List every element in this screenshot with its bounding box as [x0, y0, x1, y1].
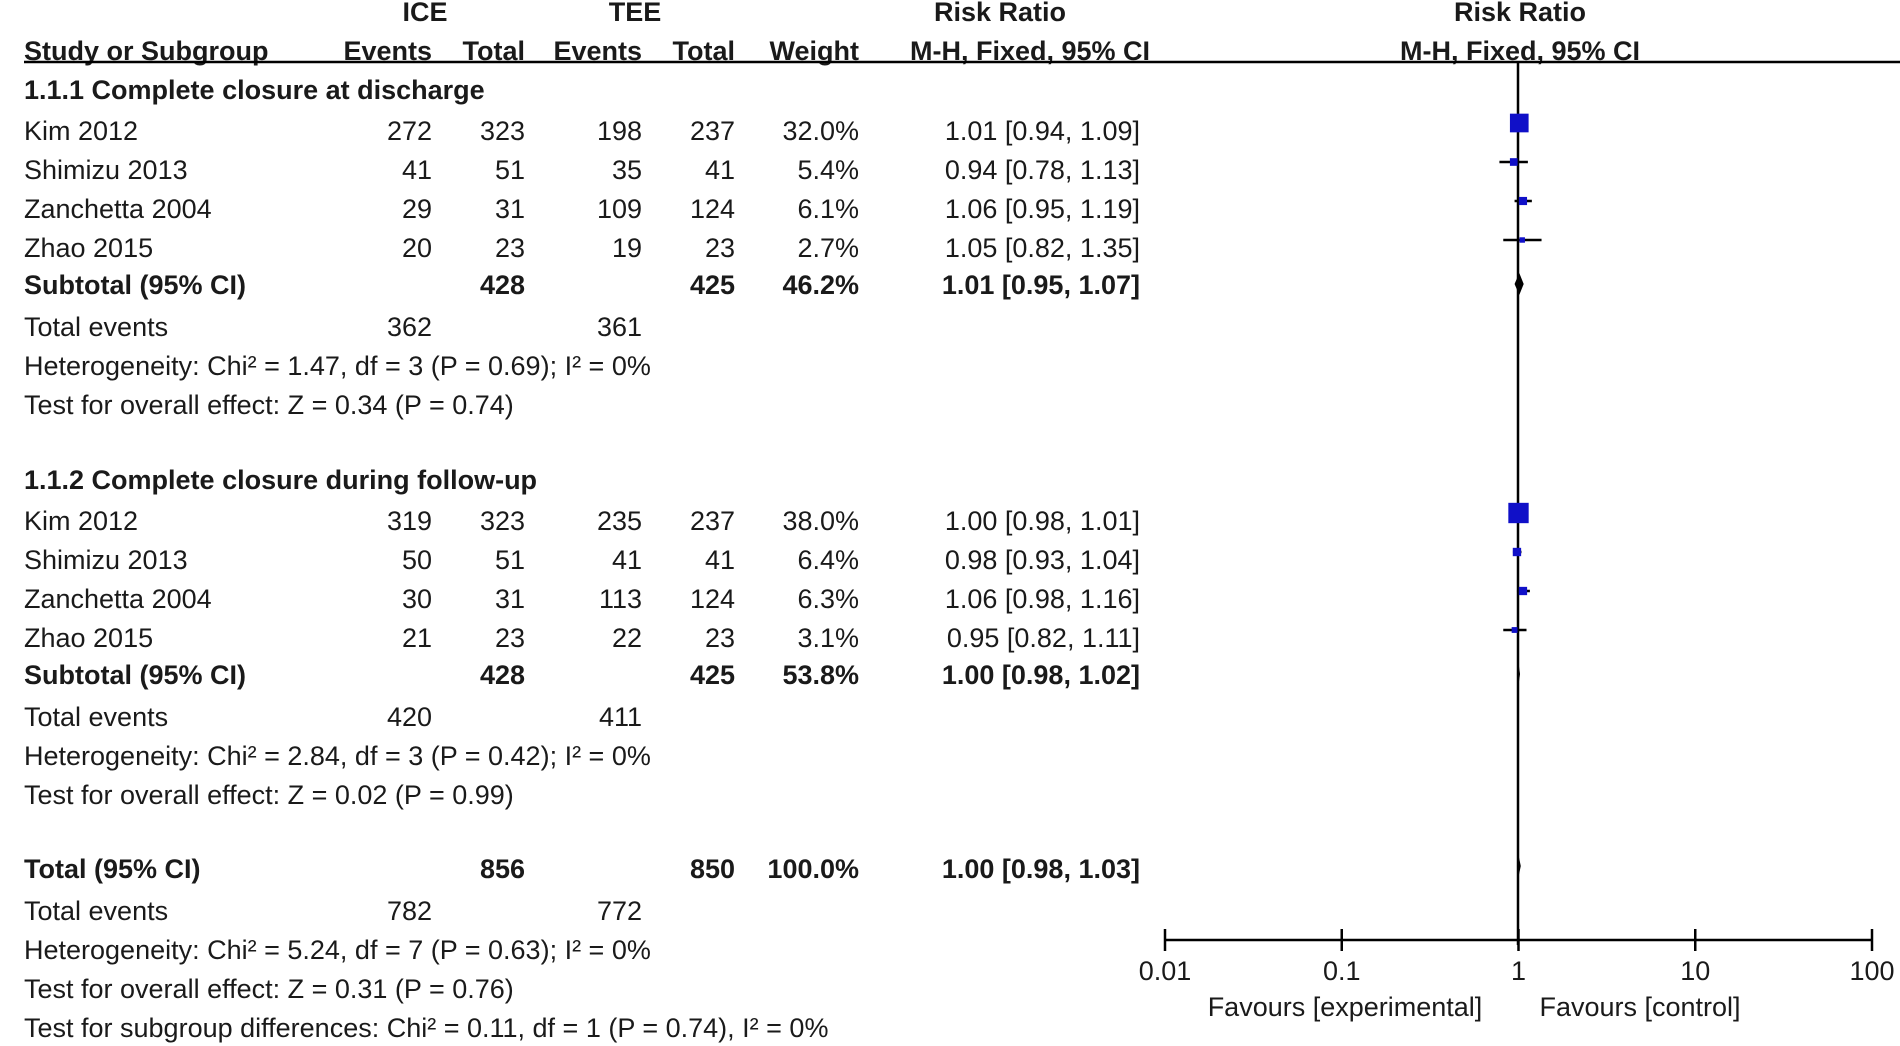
weight-cell: 6.1%	[797, 194, 859, 224]
total2-cell: 124	[689, 194, 735, 224]
study-name: Kim 2012	[24, 506, 139, 536]
weight-header: Weight	[769, 36, 859, 66]
overall-effect-text: Test for overall effect: Z = 0.34 (P = 0.74)	[24, 390, 514, 420]
events1-cell: 29	[401, 194, 432, 224]
total1-cell: 323	[479, 116, 525, 146]
weight-cell: 32.0%	[782, 116, 859, 146]
total-events-2: 411	[598, 702, 642, 732]
favours-right-label: Favours [control]	[1539, 992, 1741, 1022]
ci-cell: 1.06 [0.95, 1.19]	[944, 194, 1140, 224]
subtotal-total1: 428	[479, 660, 525, 690]
study-name: Shimizu 2013	[24, 545, 188, 575]
x-tick-label: 0.1	[1322, 956, 1361, 986]
total1-cell: 31	[494, 194, 525, 224]
risk-ratio-header-right: Risk Ratio	[1453, 0, 1587, 27]
total-events-1: 420	[386, 702, 432, 732]
study-marker	[1510, 158, 1518, 166]
subtotal-label: Subtotal (95% CI)	[24, 660, 247, 690]
x-tick-label: 10	[1680, 956, 1711, 986]
weight-cell: 38.0%	[782, 506, 859, 536]
total2-cell: 237	[689, 116, 735, 146]
weight-cell: 3.1%	[797, 623, 859, 653]
total1-header: Total	[462, 36, 525, 66]
subgroup-differences-text: Test for subgroup differences: Chi² = 0.11, df = 1 (P = 0.74), I² = 0%	[24, 1013, 829, 1043]
total-events-label: Total events	[24, 312, 169, 342]
subtotal-total2: 425	[689, 270, 735, 300]
weight-cell: 6.4%	[797, 545, 859, 575]
ci-cell: 1.01 [0.94, 1.09]	[944, 116, 1140, 146]
total1-cell: 23	[494, 623, 525, 653]
subgroup-title: 1.1.2 Complete closure during follow-up	[24, 465, 538, 495]
events2-cell: 35	[611, 155, 642, 185]
total-total2: 850	[689, 854, 735, 884]
heterogeneity-text: Heterogeneity: Chi² = 1.47, df = 3 (P = 0.69); I² = 0%	[24, 351, 651, 381]
subtotal-total1: 428	[479, 270, 525, 300]
ci-cell: 1.05 [0.82, 1.35]	[944, 233, 1140, 263]
ci-cell: 1.00 [0.98, 1.01]	[944, 506, 1140, 536]
favours-left-label: Favours [experimental]	[1207, 992, 1483, 1022]
study-marker	[1512, 627, 1518, 633]
weight-cell: 2.7%	[797, 233, 859, 263]
total-events-2: 361	[596, 312, 642, 342]
total-total1: 856	[479, 854, 525, 884]
events2-cell: 113	[598, 584, 642, 614]
pooled-diamond	[1515, 273, 1524, 295]
study-column-header: Study or Subgroup	[24, 36, 269, 66]
events2-cell: 41	[611, 545, 642, 575]
x-tick-label: 100	[1849, 956, 1895, 986]
total-label: Total (95% CI)	[24, 854, 201, 884]
total2-cell: 41	[704, 545, 735, 575]
events1-cell: 50	[401, 545, 432, 575]
events2-cell: 22	[611, 623, 642, 653]
study-marker	[1510, 114, 1529, 133]
weight-cell: 6.3%	[797, 584, 859, 614]
method-header-right: M-H, Fixed, 95% CI	[1399, 36, 1641, 66]
total-weight: 100.0%	[767, 854, 859, 884]
risk-ratio-header-left: Risk Ratio	[933, 0, 1067, 27]
total2-cell: 23	[704, 233, 735, 263]
total1-cell: 51	[494, 545, 525, 575]
x-tick-label: 0.01	[1138, 956, 1192, 986]
heterogeneity-text: Heterogeneity: Chi² = 2.84, df = 3 (P = 0.42); I² = 0%	[24, 741, 651, 771]
events1-cell: 272	[386, 116, 432, 146]
events2-cell: 235	[596, 506, 642, 536]
total-ci: 1.00 [0.98, 1.03]	[941, 854, 1140, 884]
events2-header: Events	[553, 36, 642, 66]
subgroup-title: 1.1.1 Complete closure at discharge	[24, 75, 485, 105]
events1-cell: 21	[401, 623, 432, 653]
events1-cell: 30	[401, 584, 432, 614]
total2-header: Total	[672, 36, 735, 66]
heterogeneity-text: Heterogeneity: Chi² = 5.24, df = 7 (P = 0.63); I² = 0%	[24, 935, 651, 965]
events1-header: Events	[343, 36, 432, 66]
events2-cell: 198	[596, 116, 642, 146]
study-name: Zanchetta 2004	[24, 194, 212, 224]
events1-cell: 20	[401, 233, 432, 263]
total-events-1: 782	[386, 896, 432, 926]
ci-cell: 0.95 [0.82, 1.11]	[946, 623, 1140, 653]
total2-cell: 237	[689, 506, 735, 536]
ci-cell: 0.94 [0.78, 1.13]	[944, 155, 1140, 185]
group1-header: ICE	[402, 0, 448, 27]
subtotal-weight: 46.2%	[782, 270, 859, 300]
subtotal-ci: 1.00 [0.98, 1.02]	[941, 660, 1140, 690]
ci-cell: 0.98 [0.93, 1.04]	[944, 545, 1140, 575]
study-name: Zhao 2015	[24, 623, 154, 653]
weight-cell: 5.4%	[797, 155, 859, 185]
group2-header: TEE	[608, 0, 662, 27]
events1-cell: 319	[386, 506, 432, 536]
total-events-2: 772	[596, 896, 642, 926]
total2-cell: 23	[704, 623, 735, 653]
total1-cell: 23	[494, 233, 525, 263]
x-tick-label: 1	[1510, 956, 1527, 986]
total-events-label: Total events	[24, 702, 169, 732]
study-name: Shimizu 2013	[24, 155, 188, 185]
study-marker	[1519, 587, 1527, 595]
study-marker	[1513, 548, 1521, 556]
study-name: Zanchetta 2004	[24, 584, 212, 614]
subtotal-label: Subtotal (95% CI)	[24, 270, 247, 300]
subtotal-total2: 425	[689, 660, 735, 690]
method-header-left: M-H, Fixed, 95% CI	[909, 36, 1151, 66]
overall-effect-text: Test for overall effect: Z = 0.31 (P = 0.76)	[24, 974, 514, 1004]
events2-cell: 109	[596, 194, 642, 224]
events1-cell: 41	[401, 155, 432, 185]
total-events-1: 362	[386, 312, 432, 342]
subtotal-ci: 1.01 [0.95, 1.07]	[941, 270, 1140, 300]
events2-cell: 19	[611, 233, 642, 263]
study-marker	[1508, 503, 1528, 523]
study-name: Kim 2012	[24, 116, 139, 146]
subtotal-weight: 53.8%	[782, 660, 859, 690]
total1-cell: 31	[494, 584, 525, 614]
study-marker	[1519, 197, 1527, 205]
overall-effect-text: Test for overall effect: Z = 0.02 (P = 0.99)	[24, 780, 514, 810]
study-marker	[1520, 237, 1525, 242]
total1-cell: 323	[479, 506, 525, 536]
total2-cell: 41	[704, 155, 735, 185]
total2-cell: 124	[689, 584, 735, 614]
ci-cell: 1.06 [0.98, 1.16]	[944, 584, 1140, 614]
total1-cell: 51	[494, 155, 525, 185]
total-events-label: Total events	[24, 896, 169, 926]
study-name: Zhao 2015	[24, 233, 154, 263]
